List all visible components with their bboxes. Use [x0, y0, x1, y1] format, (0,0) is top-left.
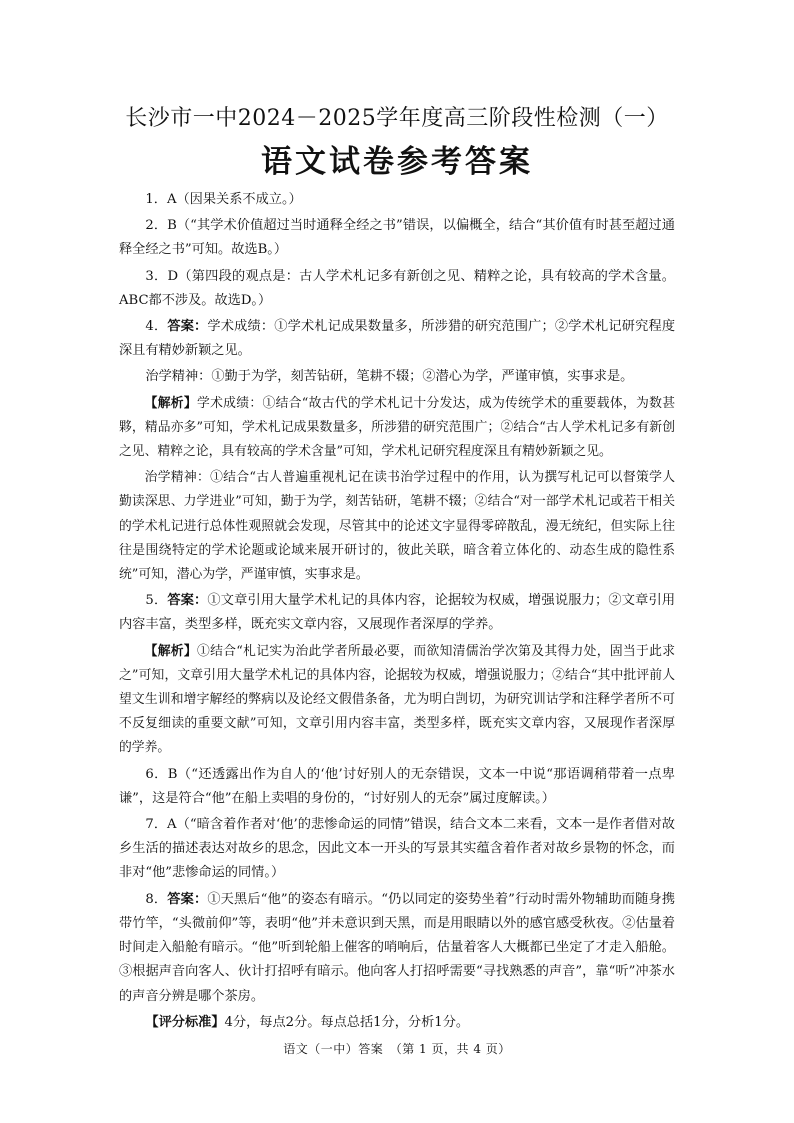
scoring-text: 4分，每点2分。每点总括1分，分析1分。 — [224, 1014, 470, 1030]
answer-text: 学术成绩：①学术札记成果数量多，所涉猎的研究范围广；②学术札记研究程度深且有精妙新颖之见。 — [119, 319, 676, 359]
page-subtitle: 语文试卷参考答案 — [261, 144, 533, 180]
answer-label: 答案： — [167, 891, 208, 907]
analysis-text: 学术成绩：①结合“故古代的学术札记十分发达，成为传统学术的重要载体，为数甚夥，精品亦多”可知，学术札记成果数量多，所涉猎的研究范围广；②结合“古人学术札记多有新创之见、精粹之论，具有较高的学术含量”可知，学术札记研究程度深且有精妙新颖之见。 — [119, 395, 675, 460]
answer-text: ①天黑后“他”的姿态有暗示。“仍以同定的姿势坐着”行动时需外物辅助而随身携带竹竿，“头微前仰”等，表明“他”并未意识到天黑，而是用眼睛以外的感官感受秋夜。②估量着时间走入船舱有暗示。“他”听到轮船上催客的哨响后，估量着客人大概都已坐定了才走入船舱。③根据声音向客人、伙计打招呼有暗示。他向客人打招呼需要“寻找熟悉的声音”，靠“听”冲茶水的声音分辨是哪个茶房。 — [119, 891, 676, 1004]
answer-label: 答案： — [167, 593, 208, 609]
question-number: 8． — [145, 891, 168, 907]
analysis-q4-b: 治学精神：①结合“古人普遍重视札记在读书治学过程中的作用，认为撰写札记可以督策学人勤读深思、力学进业”可知，勤于为学，刻苦钻研，笔耕不辍；②结合“对一部学术札记或若干相关的学术札记进行总体性观照就会发现，尽管其中的论述文字显得零碎散乱，漫无统纪，但实际上往往是围绕特定的学术论题或论域来展开研讨的，彼此关联，暗含着立体化的、动态生成的隐性系统”可知，潜心为学，严谨审慎，实事求是。 — [119, 470, 675, 583]
answer-q8 — [119, 888, 675, 1009]
analysis-label: 【解析】 — [144, 395, 197, 411]
answer-q7: 7．A（“暗含着作者对‘他’的悲惨命运的同情”错误，结合文本二来看，文本一是作者借对故乡生活的描述表达对故乡的思念，因此文本一开头的写景其实蕴含着作者对故乡景物的怀念，而非对“他”悲惨命运的同情。） — [119, 817, 675, 881]
page-footer: 语文（一中）答案 （第 1 页，共 4 页） — [283, 1042, 511, 1056]
answer-q1: 1．A（因果关系不成立。） — [145, 192, 302, 207]
answer-content — [119, 188, 675, 1037]
question-number: 4． — [145, 319, 168, 335]
answer-q5 — [119, 589, 675, 637]
question-number: 5． — [145, 593, 168, 609]
scoring-criteria — [119, 1011, 675, 1035]
analysis-label: 【解析】 — [144, 643, 197, 659]
answer-label: 答案： — [167, 319, 208, 335]
scoring-label: 【评分标准】 — [145, 1014, 225, 1030]
answer-q4 — [119, 315, 675, 363]
answer-q3: 3．D（第四段的观点是：古人学术札记多有新创之见、精粹之论，具有较高的学术含量。ABC都不涉及。故选D。） — [119, 268, 675, 308]
analysis-text: ①结合“札记实为治此学者所最必要，而欲知清儒治学次第及其得力处，固当于此求之”可知，文章引用大量学术札记的具体内容，论据较为权威，增强说服力；②结合“其中批评前人望文生训和增字解经的弊病以及论经文假借条备，尤为明白剀切，为研究训诂学和注释学者所不可不反复细读的重要文献”可知，文章引用内容丰富，类型多样，既充实文章内容，又展现作者深厚的学养。 — [119, 643, 675, 756]
analysis-q4-a — [119, 392, 675, 465]
answer-text: ①文章引用大量学术札记的具体内容，论据较为权威，增强说服力；②文章引用内容丰富，类型多样，既充实文章内容，又展现作者深厚的学养。 — [119, 593, 676, 633]
answer-q4-spirit: 治学精神：①勤于为学，刻苦钻研，笔耕不辍；②潜心为学，严谨审慎，实事求是。 — [145, 369, 634, 385]
answer-q2: 2．B（“其学术价值超过当时通释全经之书”错误，以偏概全，结合“其价值有时甚至超过通释全经之书”可知。故选B。） — [119, 218, 675, 258]
page-title: 长沙市一中2024－2025学年度高三阶段性检测（一） — [125, 106, 669, 131]
header — [0, 104, 794, 182]
answer-q6: 6．B（“还透露出作为自人的‘他’讨好别人的无奈错误，文本一中说“那语调稍带着一点卑谦”，这是符合“他”在船上卖唱的身份的，“讨好别人的无奈”属过度解读。） — [119, 766, 675, 806]
analysis-q5 — [119, 640, 675, 761]
